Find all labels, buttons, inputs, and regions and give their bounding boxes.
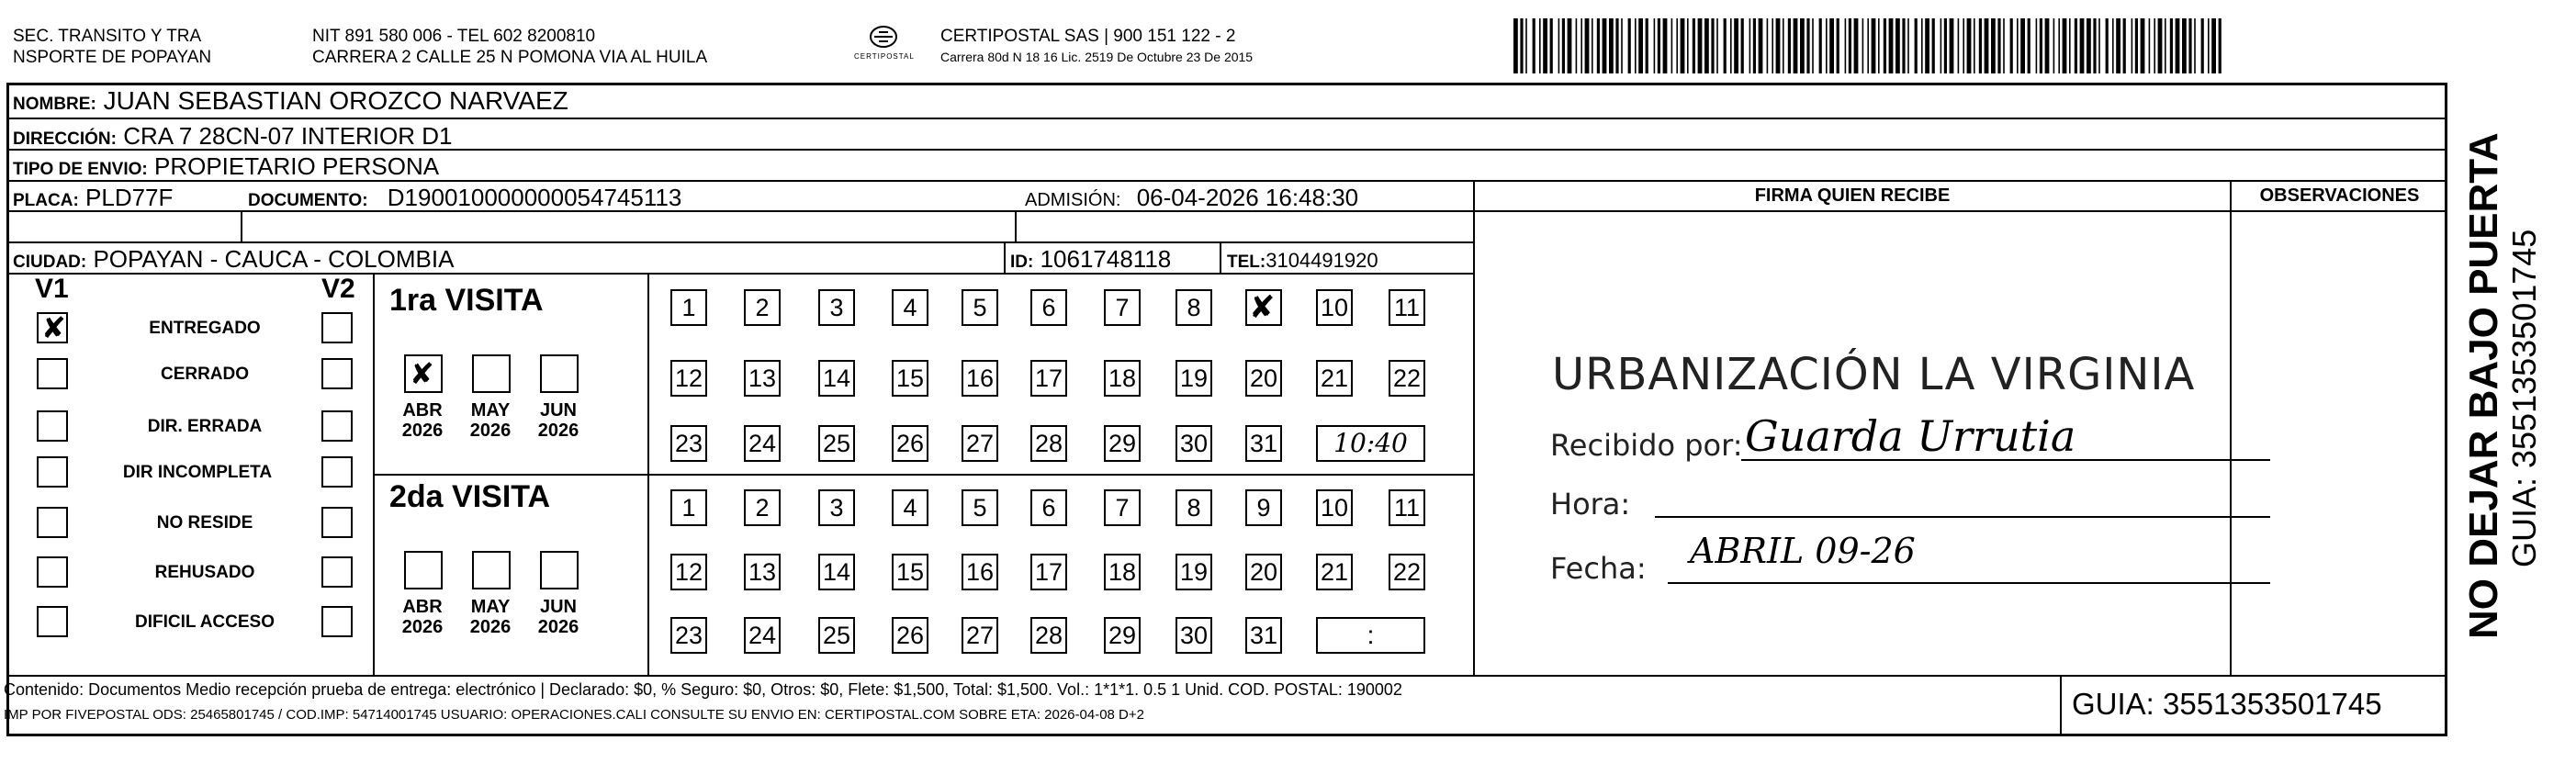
month-label: ABR 2026 xyxy=(401,400,444,441)
month-label: MAY 2026 xyxy=(469,597,512,637)
barcode-bar xyxy=(1704,18,1709,73)
direccion-row xyxy=(13,121,453,154)
day-box[interactable]: 18 xyxy=(1104,360,1141,397)
barcode-bar xyxy=(1849,18,1851,73)
barcode-bar xyxy=(1533,18,1535,73)
barcode-bar xyxy=(1580,18,1582,73)
barcode-bar xyxy=(1783,18,1784,73)
tel-value: 3104491920 xyxy=(1266,249,1378,272)
day-box[interactable]: 11 xyxy=(1389,489,1425,526)
barcode-bar xyxy=(2116,18,2120,73)
firma-header: FIRMA QUIEN RECIBE xyxy=(1754,185,1951,206)
month-checkbox[interactable] xyxy=(472,354,511,393)
ciudad-label: CIUDAD: xyxy=(13,252,87,272)
barcode-bar xyxy=(1979,18,1982,73)
month-checkbox[interactable] xyxy=(404,551,443,589)
ciudad-field xyxy=(13,244,454,277)
barcode-bar xyxy=(2028,18,2030,73)
logo-icon xyxy=(854,22,913,68)
day-box[interactable]: 22 xyxy=(1389,554,1425,590)
barcode-bar xyxy=(1872,18,1876,73)
day-box[interactable]: 31 xyxy=(1245,617,1282,654)
day-box[interactable]: 3 xyxy=(818,489,855,526)
barcode-bar xyxy=(2170,18,2173,73)
barcode-bar xyxy=(2176,18,2180,73)
barcode-bar xyxy=(1681,18,1685,73)
barcode-bar xyxy=(1663,18,1668,73)
day-box[interactable]: 15 xyxy=(892,554,928,590)
tel-label: TEL: xyxy=(1227,252,1266,272)
v2-checkbox[interactable] xyxy=(321,358,353,389)
day-box[interactable]: 12 xyxy=(670,554,707,590)
sender-name xyxy=(13,26,211,68)
status-label: REHUSADO xyxy=(154,563,255,582)
barcode-bar xyxy=(2069,18,2071,73)
barcode-bar xyxy=(2141,18,2145,73)
barcode-bar xyxy=(1687,18,1689,73)
day-box[interactable]: 12 xyxy=(670,360,707,397)
day-box[interactable]: 21 xyxy=(1316,554,1353,590)
day-box[interactable]: 7 xyxy=(1104,289,1141,326)
day-box[interactable]: 4 xyxy=(892,289,928,326)
barcode-bar xyxy=(1724,18,1727,73)
barcode-bar xyxy=(2093,18,2096,73)
barcode-bar xyxy=(1711,18,1714,73)
nit-line: NIT 891 580 006 - TEL 602 8200810 xyxy=(312,27,596,46)
observaciones-header: OBSERVACIONES xyxy=(2259,185,2420,206)
v2-checkbox[interactable] xyxy=(321,606,353,637)
ciudad-value: POPAYAN - CAUCA - COLOMBIA xyxy=(93,245,455,273)
barcode-bar xyxy=(1889,18,1894,73)
day-box[interactable]: 10 xyxy=(1316,289,1353,326)
barcode-bar xyxy=(1562,18,1565,73)
day-box[interactable]: 18 xyxy=(1104,554,1141,590)
documento-label: DOCUMENTO: xyxy=(248,191,368,210)
v1-checkbox[interactable] xyxy=(37,410,68,442)
barcode-bar xyxy=(2080,18,2085,73)
barcode-bar xyxy=(2010,18,2013,73)
v1-checkbox[interactable] xyxy=(37,358,68,389)
day-box[interactable]: 10 xyxy=(1316,489,1353,526)
month-checkbox[interactable] xyxy=(540,354,579,393)
day-box[interactable]: 26 xyxy=(892,425,928,462)
nombre-label: NOMBRE: xyxy=(13,95,96,114)
sender-line2: NSPORTE DE POPAYAN xyxy=(13,48,212,67)
barcode-bar xyxy=(2063,18,2067,73)
barcode-bar xyxy=(1794,18,1798,73)
id-field xyxy=(1010,244,1171,277)
barcode-bar xyxy=(2045,18,2050,73)
day-box[interactable]: 23 xyxy=(670,617,707,654)
v1-checkbox[interactable] xyxy=(37,456,68,488)
v1-checkbox[interactable] xyxy=(37,556,68,588)
barcode-bar xyxy=(1638,18,1643,73)
side-guia: GUIA: 3551353501745 xyxy=(2505,229,2543,567)
barcode-bar xyxy=(1878,18,1880,73)
v1-checkbox[interactable] xyxy=(37,507,68,538)
day-box[interactable]: 17 xyxy=(1030,360,1067,397)
barcode-bar xyxy=(1628,18,1631,73)
barcode-bar xyxy=(1997,18,2000,73)
id-value: 1061748118 xyxy=(1040,245,1172,273)
barcode-bar xyxy=(1597,18,1600,73)
day-box[interactable]: 19 xyxy=(1176,554,1212,590)
barcode-bar xyxy=(1676,18,1678,73)
barcode-bar xyxy=(1819,18,1822,73)
barcode-bar xyxy=(2201,18,2204,73)
month-label: JUN 2026 xyxy=(537,400,579,441)
certipostal-logo xyxy=(854,22,913,68)
v2-header: V2 xyxy=(321,274,355,304)
status-label: NO RESIDE xyxy=(156,513,253,533)
v2-checkbox[interactable] xyxy=(321,556,353,588)
barcode-bar xyxy=(1829,18,1834,73)
second-visit-time[interactable]: : xyxy=(1316,617,1425,654)
day-box[interactable]: 2 xyxy=(744,489,781,526)
barcode-bar xyxy=(1921,18,1923,73)
barcode-bar xyxy=(1867,18,1869,73)
day-box[interactable]: 9 xyxy=(1245,489,1282,526)
barcode-bar xyxy=(1592,18,1593,73)
sender-line1: SEC. TRANSITO Y TRA xyxy=(13,27,202,46)
barcode-bar xyxy=(2182,18,2187,73)
barcode-bar xyxy=(2158,18,2163,73)
day-box[interactable]: 20 xyxy=(1245,360,1282,397)
barcode-bar xyxy=(1800,18,1805,73)
sender-contact xyxy=(312,26,707,68)
barcode-bar xyxy=(1693,18,1695,73)
barcode-bar xyxy=(2036,18,2038,73)
barcode-bar xyxy=(1963,18,1964,73)
barcode-bar xyxy=(1716,18,1718,73)
first-visit-title: 1ra VISITA xyxy=(389,283,544,318)
day-box[interactable]: 23 xyxy=(670,425,707,462)
barcode-bar xyxy=(2112,18,2114,73)
barcode-bar xyxy=(1513,18,1518,73)
barcode-bar xyxy=(1730,18,1732,73)
barcode-bar xyxy=(2154,18,2155,73)
day-box[interactable]: 7 xyxy=(1104,489,1141,526)
day-box[interactable]: 11 xyxy=(1389,289,1425,326)
day-box[interactable]: 28 xyxy=(1030,617,1067,654)
v2-checkbox[interactable] xyxy=(321,410,353,442)
footer-line2: IMP POR FIVEPOSTAL ODS: 25465801745 / COD.IMP: 54714001745 USUARIO: OPERACIONES.CALI CONSULTE SU ENVIO EN: CERTIPOSTAL.COM SOBRE ETA: 2026-04-08 D+2 xyxy=(4,707,1144,723)
admision-value: 06-04-2026 16:48:30 xyxy=(1136,184,1359,211)
barcode-bar xyxy=(1826,18,1828,73)
day-box[interactable]: 29 xyxy=(1104,425,1141,462)
day-box[interactable]: 22 xyxy=(1389,360,1425,397)
day-box[interactable]: 1 xyxy=(670,289,707,326)
barcode-bar xyxy=(1767,18,1769,73)
day-box[interactable]: 6 xyxy=(1030,289,1067,326)
barcode-bar xyxy=(1985,18,1989,73)
side-warning: NO DEJAR BAJO PUERTA xyxy=(2461,132,2506,639)
barcode-bar xyxy=(1932,18,1935,73)
barcode-bar xyxy=(1646,18,1648,73)
month-checkbox[interactable] xyxy=(540,551,579,589)
status-label: ENTREGADO xyxy=(149,319,261,338)
company-info xyxy=(940,26,1253,65)
stamp-text: URBANIZACIÓN LA VIRGINIA xyxy=(1552,349,2196,400)
nombre-value: JUAN SEBASTIAN OROZCO NARVAEZ xyxy=(103,86,568,115)
day-box[interactable]: 4 xyxy=(892,489,928,526)
documento-value: D190010000000054745113 xyxy=(387,184,682,211)
barcode-bar xyxy=(1862,18,1864,73)
documento-field xyxy=(248,183,681,216)
barcode-bar xyxy=(1539,18,1541,73)
barcode-bar xyxy=(2053,18,2055,73)
barcode-bar xyxy=(1950,18,1954,73)
v2-checkbox[interactable] xyxy=(321,456,353,488)
barcode-bar xyxy=(1603,18,1607,73)
day-box[interactable]: 14 xyxy=(818,554,855,590)
barcode-bar xyxy=(1671,18,1673,73)
direccion-value: CRA 7 28CN-07 INTERIOR D1 xyxy=(123,122,453,150)
day-box[interactable]: 13 xyxy=(744,554,781,590)
check-mark-icon: ✘ xyxy=(41,311,66,344)
day-box[interactable]: 19 xyxy=(1176,360,1212,397)
barcode-bar xyxy=(1550,18,1553,73)
day-box[interactable]: 2 xyxy=(744,289,781,326)
recibido-handwriting: Guarda Urrutia xyxy=(1745,411,2076,461)
day-box[interactable]: 14 xyxy=(818,360,855,397)
logo-text: CERTIPOSTAL xyxy=(854,52,915,61)
barcode-bar xyxy=(2149,18,2151,73)
barcode-bar xyxy=(2098,18,2100,73)
v1-checkbox[interactable] xyxy=(37,312,68,343)
barcode-bar xyxy=(1958,18,1960,73)
barcode-bar xyxy=(1658,18,1660,73)
license-line: Carrera 80d N 18 16 Lic. 2519 De Octubre 23 De 2015 xyxy=(940,50,1254,64)
barcode-bar xyxy=(1837,18,1839,73)
barcode-bar xyxy=(1753,18,1756,73)
barcode-bar xyxy=(2135,18,2138,73)
barcode-bar xyxy=(1991,18,1996,73)
day-box[interactable]: 24 xyxy=(744,617,781,654)
barcode-bar xyxy=(2003,18,2005,73)
barcode-bar xyxy=(2106,18,2109,73)
barcode-bar xyxy=(1520,18,1523,73)
barcode-bar xyxy=(1621,18,1623,73)
second-visit-title: 2da VISITA xyxy=(389,479,551,514)
barcode-bar xyxy=(1734,18,1738,73)
barcode-bar xyxy=(1568,18,1572,73)
day-box[interactable]: 30 xyxy=(1176,617,1212,654)
day-box[interactable]: 24 xyxy=(744,425,781,462)
month-label: ABR 2026 xyxy=(401,597,444,637)
day-box[interactable]: 8 xyxy=(1176,489,1212,526)
barcode-bar xyxy=(2017,18,2019,73)
day-box[interactable]: 29 xyxy=(1104,617,1141,654)
v1-header: V1 xyxy=(35,274,69,304)
barcode-bar xyxy=(1895,18,1900,73)
barcode-bar xyxy=(1609,18,1614,73)
day-box[interactable]: 8 xyxy=(1176,289,1212,326)
day-box[interactable]: 26 xyxy=(892,617,928,654)
barcode-bar xyxy=(2194,18,2196,73)
barcode-bar xyxy=(2075,18,2077,73)
day-box[interactable]: 27 xyxy=(962,617,998,654)
barcode-bar xyxy=(1907,18,1909,73)
barcode-bar xyxy=(1925,18,1929,73)
v2-checkbox[interactable] xyxy=(321,507,353,538)
admision-field xyxy=(1025,183,1358,215)
v2-checkbox[interactable] xyxy=(321,312,353,343)
barcode-bar xyxy=(1884,18,1886,73)
day-box[interactable]: 1 xyxy=(670,489,707,526)
fecha-label: Fecha: xyxy=(1550,551,1647,586)
barcode-bar xyxy=(1902,18,1905,73)
barcode-bar xyxy=(1543,18,1547,73)
day-box[interactable]: 20 xyxy=(1245,554,1282,590)
hora-label: Hora: xyxy=(1550,487,1631,522)
barcode-bar xyxy=(2219,18,2222,73)
day-box[interactable]: 3 xyxy=(818,289,855,326)
barcode-bar xyxy=(1558,18,1560,73)
barcode-graphic xyxy=(1513,18,2230,73)
tipo-value: PROPIETARIO PERSONA xyxy=(153,152,440,180)
day-box[interactable]: 13 xyxy=(744,360,781,397)
barcode-bar xyxy=(1788,18,1791,73)
day-box[interactable]: 25 xyxy=(818,617,855,654)
barcode-bar xyxy=(2087,18,2091,73)
barcode-bar xyxy=(1635,18,1637,73)
barcode-bar xyxy=(1967,18,1972,73)
barcode-bar xyxy=(2132,18,2133,73)
recibido-label: Recibido por: xyxy=(1550,428,1743,463)
tipo-label: TIPO DE ENVIO: xyxy=(13,160,148,179)
barcode-bar xyxy=(2020,18,2025,73)
day-box[interactable]: 5 xyxy=(962,489,998,526)
fecha-handwriting: ABRIL 09-26 xyxy=(1690,531,1916,571)
day-box[interactable]: 25 xyxy=(818,425,855,462)
direccion-label: DIRECCIÓN: xyxy=(13,129,117,149)
barcode-bar xyxy=(1576,18,1578,73)
barcode-bar xyxy=(2040,18,2042,73)
barcode-bar xyxy=(2123,18,2126,73)
barcode-bar xyxy=(1845,18,1847,73)
barcode-bar xyxy=(1698,18,1703,73)
barcode-bar xyxy=(2188,18,2191,73)
month-label: MAY 2026 xyxy=(469,400,512,441)
day-box[interactable]: 27 xyxy=(962,425,998,462)
nombre-row xyxy=(13,86,568,119)
address-line: CARRERA 2 CALLE 25 N POMONA VIA AL HUILA xyxy=(312,48,708,67)
barcode-bar xyxy=(1944,18,1947,73)
barcode-bar xyxy=(1654,18,1656,73)
barcode-bar xyxy=(1585,18,1590,73)
barcode-bar xyxy=(2208,18,2210,73)
barcode-bar xyxy=(1854,18,1859,73)
placa-value: PLD77F xyxy=(85,184,174,211)
company-line: CERTIPOSTAL SAS | 900 151 122 - 2 xyxy=(940,27,1236,46)
barcode-bar xyxy=(1776,18,1781,73)
barcode-bar xyxy=(1772,18,1773,73)
barcode-bar xyxy=(1525,18,1527,73)
status-label: DIFICIL ACCESO xyxy=(134,612,275,632)
day-box[interactable]: 21 xyxy=(1316,360,1353,397)
tipo-row xyxy=(13,151,439,185)
barcode-bar xyxy=(1812,18,1814,73)
barcode-bar xyxy=(1915,18,1918,73)
admision-label: ADMISIÓN: xyxy=(1025,190,1121,210)
barcode-bar xyxy=(1615,18,1618,73)
day-box[interactable]: 15 xyxy=(892,360,928,397)
barcode-bar xyxy=(1974,18,1975,73)
footer-line1: Contenido: Documentos Medio recepción prueba de entrega: electrónico | Declarado: $0, % Seguro: $0, Otros: $0, Flete: $1,500, Total: $1,500. Vol.: 1*1*1. 0.5 1 Unid. COD. POSTAL: 190002 xyxy=(4,680,1402,699)
barcode-bar xyxy=(1749,18,1751,73)
day-box[interactable]: 31 xyxy=(1245,425,1282,462)
footer-guia: GUIA: 3551353501745 xyxy=(2072,687,2382,721)
day-box[interactable]: 16 xyxy=(962,554,998,590)
day-box[interactable] xyxy=(1245,289,1282,326)
day-box[interactable]: 5 xyxy=(962,289,998,326)
barcode-bar xyxy=(1759,18,1763,73)
day-box[interactable]: 6 xyxy=(1030,489,1067,526)
tel-field xyxy=(1227,246,1378,277)
status-label: DIR INCOMPLETA xyxy=(122,463,273,482)
barcode-bar xyxy=(2058,18,2060,73)
barcode xyxy=(1513,18,2230,73)
first-visit-time[interactable]: 10:40 xyxy=(1316,425,1425,462)
placa-label: PLACA: xyxy=(13,191,79,210)
barcode-bar xyxy=(1806,18,1809,73)
barcode-bar xyxy=(2165,18,2166,73)
month-checkbox[interactable] xyxy=(472,551,511,589)
month-checkbox[interactable] xyxy=(404,354,443,393)
id-label: ID: xyxy=(1010,252,1034,272)
status-label: CERRADO xyxy=(160,365,250,384)
barcode-bar xyxy=(1940,18,1942,73)
barcode-bar xyxy=(1741,18,1744,73)
placa-field xyxy=(13,183,173,216)
barcode-bar xyxy=(2211,18,2216,73)
day-box[interactable]: 30 xyxy=(1176,425,1212,462)
day-box[interactable]: 28 xyxy=(1030,425,1067,462)
v1-checkbox[interactable] xyxy=(37,606,68,637)
status-label: DIR. ERRADA xyxy=(147,417,263,436)
day-box[interactable]: 16 xyxy=(962,360,998,397)
month-label: JUN 2026 xyxy=(537,597,579,637)
day-box[interactable]: 17 xyxy=(1030,554,1067,590)
